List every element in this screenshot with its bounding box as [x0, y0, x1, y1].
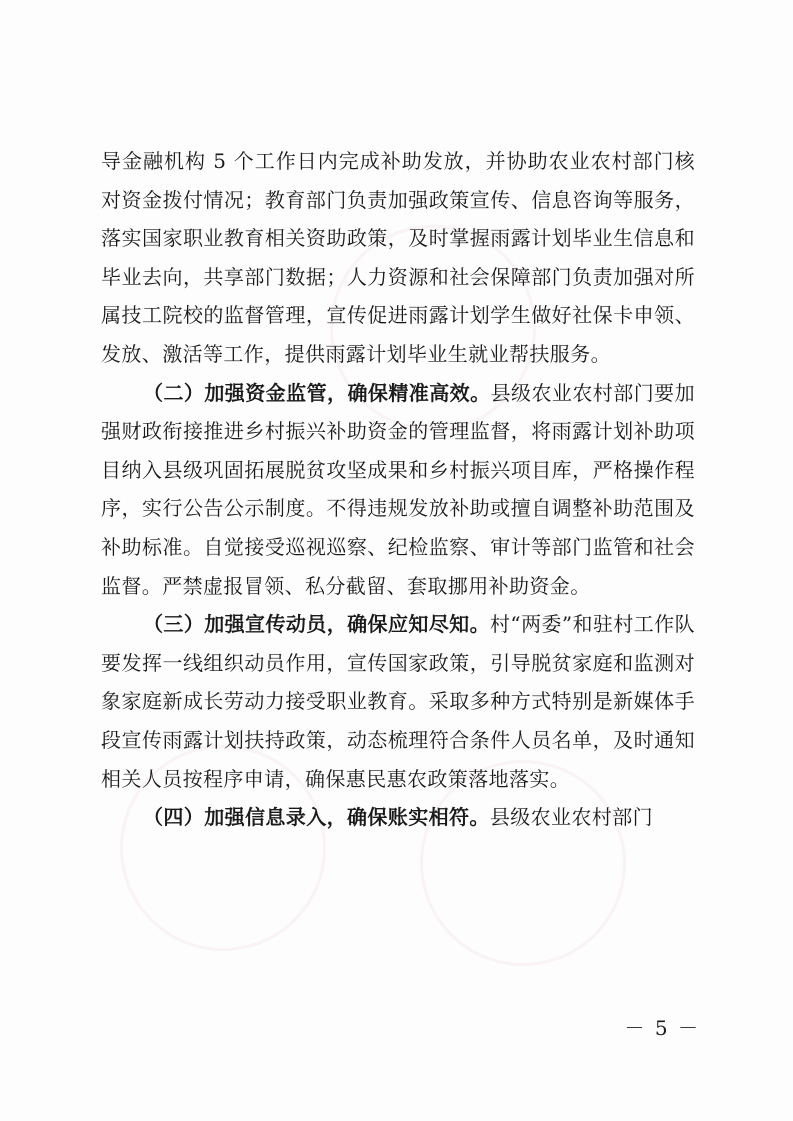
- section-heading: （三）加强宣传动员，确保应知尽知。: [143, 612, 491, 637]
- paragraph-text: 县级农业农村部门: [489, 805, 654, 830]
- paragraph-continuation: [101, 142, 695, 374]
- document-body: [101, 142, 695, 837]
- paragraph-text: 村“两委”和驻村工作队要发挥一线组织动员作用，宣传国家政策，引导脱贫家庭和监测对象家庭新成长劳动力接受职业教育。采取多种方式特别是新媒体手段宣传雨露计划扶持政策，动态梳理符合条件人员名单，及时通知相关人员按程序申请，确保惠民惠农政策落地落实。: [101, 612, 695, 791]
- section-heading: （四）加强信息录入，确保账实相符。: [143, 805, 490, 830]
- paragraph-fund-supervision: [101, 374, 695, 606]
- paragraph-publicity: [101, 605, 695, 798]
- page-number: － 5 －: [624, 1016, 700, 1040]
- paragraph-text: 县级农业农村部门要加强财政衔接推进乡村振兴补助资金的管理监督，将雨露计划补助项目纳入县级巩固拓展脱贫攻坚成果和乡村振兴项目库，严格操作程序，实行公告公示制度。不得违规发放补助或擅自调整补助范围及补助标准。自觉接受巡视巡察、纪检监察、审计等部门监管和社会监督。严禁虚报冒领、私分截留、套取挪用补助资金。: [101, 380, 695, 598]
- paragraph-info-entry: [101, 798, 695, 837]
- section-heading: （二）加强资金监管，确保精准高效。: [143, 380, 491, 405]
- paragraph-text: 导金融机构 5 个工作日内完成补助发放，并协助农业农村部门核对资金拨付情况；教育部门负责加强政策宣传、信息咨询等服务，落实国家职业教育相关资助政策，及时掌握雨露计划毕业生信息和毕业去向，共享部门数据；人力资源和社会保障部门负责加强对所属技工院校的监督管理，宣传促进雨露计划学生做好社保卡申领、发放、激活等工作，提供雨露计划毕业生就业帮扶服务。: [101, 149, 695, 366]
